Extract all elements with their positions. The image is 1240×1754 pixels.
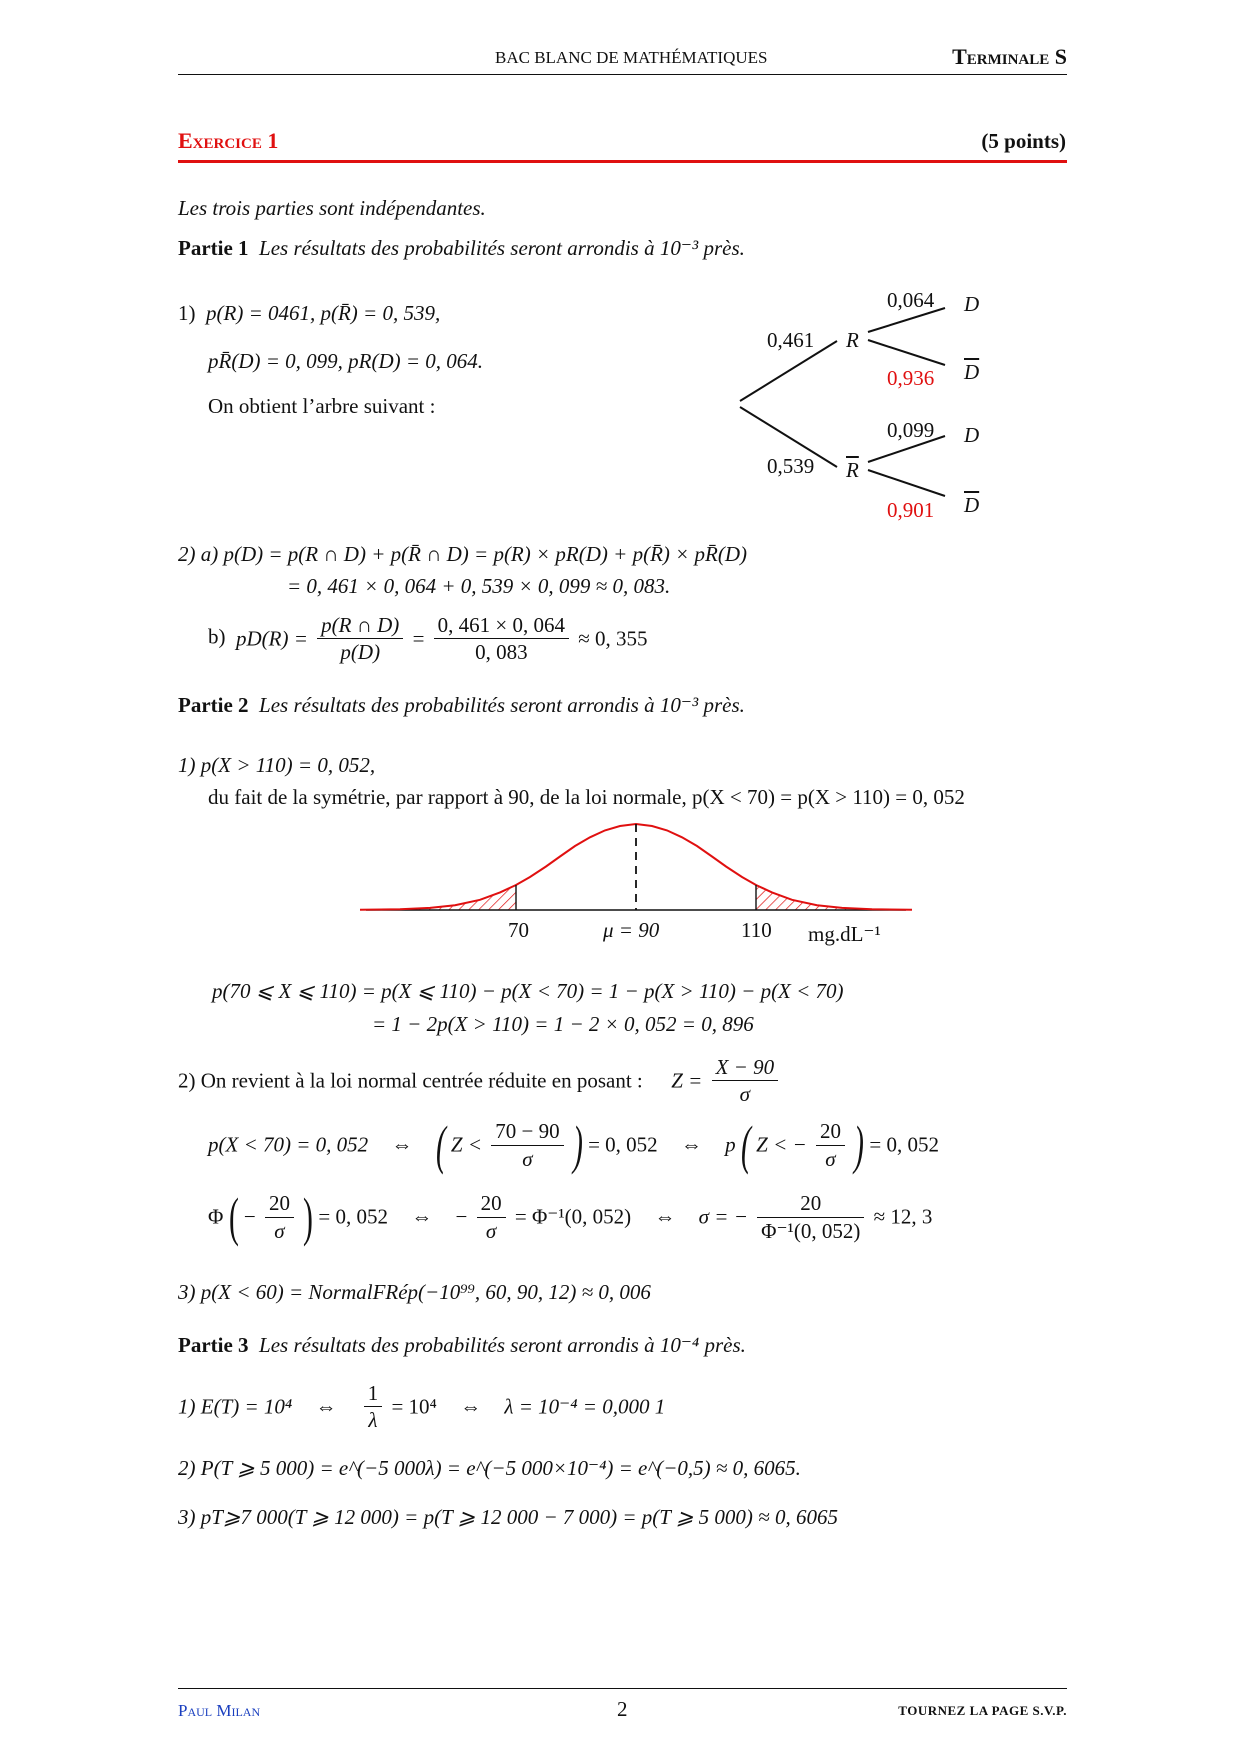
part2-q1-line1: 1) p(X > 110) = 0, 052, xyxy=(178,753,376,777)
part1-q2a-line1: 2) a) p(D) = p(R ∩ D) + p(R̄ ∩ D) = p(R) × pR(D) + p(R̄) × pR̄(D) xyxy=(178,542,748,566)
part3-note: Les résultats des probabilités seront arrondis à 10⁻⁴ près. xyxy=(259,1333,746,1357)
part2-eq2-mid-neg: − xyxy=(455,1204,468,1229)
part2-eq1-r-fraction xyxy=(816,1118,845,1172)
tree-leaf-Dbar-1: $\overline{D}$ xyxy=(964,360,980,384)
part2-eq2-r-pre: σ = − xyxy=(698,1204,748,1229)
part1-q2b-frac2-den: 0, 083 xyxy=(475,640,528,665)
part3-q1-post: λ = 10⁻⁴ = 0,000 1 xyxy=(504,1394,666,1419)
footer-rule xyxy=(178,1688,1067,1689)
part2-eq1-r-z: Z < − xyxy=(756,1132,807,1157)
part2-eq2-mid-post: = Φ⁻¹(0, 052) xyxy=(514,1204,632,1229)
part2-q2-text: 2) On revient à la loi normal centrée réduite en posant : xyxy=(178,1068,643,1093)
part2-eq2-r-den: Φ⁻¹(0, 052) xyxy=(761,1218,861,1243)
part2-note: Les résultats des probabilités seront arrondis à 10⁻³ près. xyxy=(259,693,745,717)
tree-branch-R-Dbar xyxy=(868,340,945,365)
part1-q2b-frac2-num: 0, 461 × 0, 064 xyxy=(434,612,569,639)
part2-eq2-r-post: ≈ 12, 3 xyxy=(873,1204,933,1229)
part2-eq2-r-fraction xyxy=(757,1190,864,1244)
tree-branch-Rbar-Dbar xyxy=(868,470,945,496)
part1-q2b-fraction2 xyxy=(434,612,569,666)
part2-eq2-mid-fraction xyxy=(477,1190,506,1244)
exercise-intro: Les trois parties sont indépendantes. xyxy=(178,196,486,220)
part3-q1-den: λ xyxy=(368,1408,378,1433)
equiv-symbol-1: ⇔ xyxy=(391,1132,413,1157)
tree-label-pR: 0,461 xyxy=(767,328,815,352)
part2-eq2-phi: Φ xyxy=(208,1204,224,1229)
part1-q2b-lhs: pD(R) = xyxy=(236,626,308,651)
part2-eq2-neg: − xyxy=(243,1204,256,1229)
part1-q1-line2: pR̄(D) = 0, 099, pR(D) = 0, 064. xyxy=(208,349,484,373)
part2-eq1-r-pre: p xyxy=(725,1132,736,1157)
equiv-symbol-6: ⇔ xyxy=(460,1394,482,1419)
part2-eq1-mid-pre: Z < xyxy=(450,1132,482,1157)
header-rule xyxy=(178,74,1067,75)
normal-curve-figure xyxy=(360,820,920,920)
part2-eq1-mid-post: = 0, 052 xyxy=(588,1132,658,1157)
part1-q1-text1: p(R) = 0461, p(R̄) = 0, 539, xyxy=(206,301,441,325)
part1-q2b-result: ≈ 0, 355 xyxy=(578,626,648,651)
part2-eq2-r-num: 20 xyxy=(757,1190,864,1217)
part1-heading xyxy=(178,236,745,261)
tree-label-pRbar: 0,539 xyxy=(767,454,815,478)
part2-eq1-r-den: σ xyxy=(825,1146,836,1171)
equiv-symbol-5: ⇔ xyxy=(315,1394,337,1419)
part2-eq2: Φ ( − $\frac{20}{\sigma}$ ) = 0, 052 ⇔ − $\frac{20}{\sigma}$ = Φ⁻¹(0, 052) ⇔ σ = − $\frac{20}{\text{Φ⁻¹(0, 052)}}$ ≈ 12, 3 xyxy=(208,1187,933,1247)
part1-q1-line3: On obtient l’arbre suivant : xyxy=(208,394,436,418)
part2-q2-Z-fraction xyxy=(712,1054,779,1108)
part1-q2b-frac1-den: p(D) xyxy=(340,640,381,665)
exercise-title: Exercice 1 xyxy=(178,128,279,153)
part2-eq1-mid-fraction xyxy=(491,1118,563,1172)
part2-eq2-mid-den: σ xyxy=(485,1218,497,1243)
part2-q2-line xyxy=(178,1054,782,1108)
part2-heading xyxy=(178,693,745,718)
tree-label-pD-given-R: 0,064 xyxy=(887,288,935,312)
tree-label-pDbar-given-R: 0,936 xyxy=(887,366,935,390)
part1-q1-line1 xyxy=(178,301,440,326)
part3-label: Partie 3 xyxy=(178,1333,249,1357)
tree-leaf-D-1: D xyxy=(964,292,980,316)
part2-q2-Z: Z = xyxy=(671,1068,703,1093)
part2-eq1-mid-num: 70 − 90 xyxy=(491,1118,563,1145)
tree-node-Rbar: $\overline{R}$ xyxy=(846,458,859,482)
header-right: Terminale S xyxy=(952,44,1067,69)
part2-eq1: p(X < 70) = 0, 052 ⇔ ( Z < $\frac{70 - 90}{\sigma}$ ) = 0, 052 ⇔ p ( Z < − $\frac{20}{\sigma}$ ) = 0, 052 xyxy=(208,1115,940,1175)
tree-leaf-D-2: D xyxy=(964,423,980,447)
part2-eq1-r-num: 20 xyxy=(816,1118,845,1145)
part2-q1-line4: = 1 − 2p(X > 110) = 1 − 2 × 0, 052 = 0, 896 xyxy=(372,1012,754,1036)
part2-q2-Z-num: X − 90 xyxy=(712,1054,779,1081)
curve-unit: mg.dL⁻¹ xyxy=(808,922,881,946)
part2-eq2-den: σ xyxy=(274,1218,285,1243)
part1-q2b: b) pD(R) = $\frac{p(R \cap D)}{p(D)}$ = $\frac{0, 461 \times 0, 064}{0, 083}$ ≈ 0, 355 xyxy=(208,613,648,665)
curve-tick-110: 110 xyxy=(741,918,772,942)
equiv-symbol-4: ⇔ xyxy=(654,1204,676,1229)
part2-eq1-r-post: = 0, 052 xyxy=(869,1132,940,1157)
part2-eq1-lhs: p(X < 70) = 0, 052 xyxy=(208,1132,369,1157)
equiv-symbol-3: ⇔ xyxy=(411,1204,433,1229)
part1-q2b-fraction1 xyxy=(317,612,403,666)
tree-node-R: R xyxy=(846,328,859,352)
tree-label-pDbar-given-Rbar: 0,901 xyxy=(887,498,935,522)
equiv-symbol-2: ⇔ xyxy=(680,1132,702,1157)
header-center: BAC BLANC DE MATHÉMATIQUES xyxy=(495,48,768,67)
part3-q1-pre: 1) E(T) = 10⁴ xyxy=(178,1394,293,1419)
part3-q3: 3) pT⩾7 000(T ⩾ 12 000) = p(T ⩾ 12 000 − 7 000) = p(T ⩾ 5 000) ≈ 0, 6065 xyxy=(178,1505,838,1529)
part3-q1-fraction xyxy=(364,1380,383,1434)
curve-tick-70: 70 xyxy=(508,918,529,942)
part1-q2b-frac1-num: p(R ∩ D) xyxy=(317,612,403,639)
part1-label: Partie 1 xyxy=(178,236,249,260)
part2-eq2-mid-num: 20 xyxy=(477,1190,506,1217)
part2-q3: 3) p(X < 60) = NormalFRép(−10⁹⁹, 60, 90, 12) ≈ 0, 006 xyxy=(178,1280,651,1304)
footer-author: Paul Milan xyxy=(178,1701,261,1720)
part3-q2: 2) P(T ⩾ 5 000) = e^(−5 000λ) = e^(−5 000×10⁻⁴) = e^(−0,5) ≈ 0, 6065. xyxy=(178,1456,801,1480)
part1-q2a-line2: = 0, 461 × 0, 064 + 0, 539 × 0, 099 ≈ 0, 083. xyxy=(287,574,671,598)
part2-eq2-post: = 0, 052 xyxy=(318,1204,389,1229)
footer-page-number: 2 xyxy=(617,1697,628,1721)
part1-q2b-label: b) xyxy=(208,624,226,649)
part2-q2-Z-den: σ xyxy=(739,1082,751,1107)
part2-q1-line2: du fait de la symétrie, par rapport à 90, de la loi normale, p(X < 70) = p(X > 110) = 0, 052 xyxy=(208,785,965,809)
part3-q1 xyxy=(178,1380,665,1434)
part2-eq1-mid-den: σ xyxy=(522,1146,533,1171)
tree-leaf-Dbar-2: $\overline{D}$ xyxy=(964,493,980,517)
part2-eq2-num: 20 xyxy=(265,1190,294,1217)
title-rule xyxy=(178,160,1067,163)
part3-q1-mid: = 10⁴ xyxy=(391,1394,437,1419)
part2-q1-line3: p(70 ⩽ X ⩽ 110) = p(X ⩽ 110) − p(X < 70) = 1 − p(X > 110) − p(X < 70) xyxy=(212,979,844,1003)
part1-note: Les résultats des probabilités seront arrondis à 10⁻³ près. xyxy=(259,236,745,260)
exercise-points: (5 points) xyxy=(981,129,1066,153)
footer-turn-page: TOURNEZ LA PAGE S.V.P. xyxy=(898,1703,1067,1718)
tree-label-pD-given-Rbar: 0,099 xyxy=(887,418,935,442)
probability-tree xyxy=(720,280,980,520)
part2-label: Partie 2 xyxy=(178,693,249,717)
part3-q1-num: 1 xyxy=(364,1380,383,1407)
curve-tick-mu: μ = 90 xyxy=(603,918,660,942)
part2-eq2-fraction xyxy=(265,1190,294,1244)
part1-q1-number: 1) xyxy=(178,301,196,325)
part3-heading xyxy=(178,1333,746,1358)
